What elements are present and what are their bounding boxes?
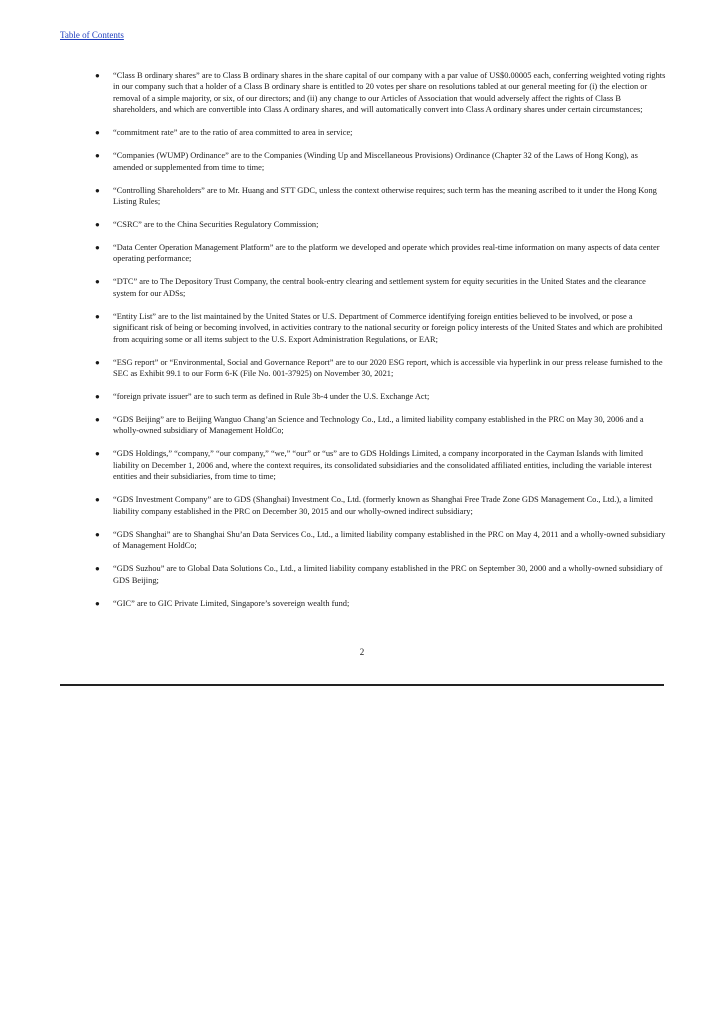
definition-text: “Companies (WUMP) Ordinance” are to the Companies (Winding Up and Miscellaneous Provisions) Ordinance (Chapter 32 of the Laws of Hong Kong), as amended or supplemented from time to time; xyxy=(113,151,638,172)
definition-text: “ESG report” or “Environmental, Social and Governance Report” are to our 2020 ESG report, which is accessible via hyperlink in our press release furnished to the SEC as Exhibit 99.1 to our Form 6-K (File No. 001-37925) on November 30, 2021; xyxy=(113,357,663,379)
bullet-icon: ● xyxy=(95,392,100,402)
definition-gds-suzhou xyxy=(95,563,667,586)
bullet-icon: ● xyxy=(95,598,100,608)
definition-gds-beijing xyxy=(95,414,667,437)
definition-text: “Controlling Shareholders” are to Mr. Huang and STT GDC, unless the context otherwise requires; such term has the meaning ascribed to it under the Hong Kong Listing Rules; xyxy=(113,185,657,207)
table-of-contents-link[interactable]: Table of Contents xyxy=(60,30,124,40)
definition-class-b-ordinary-shares xyxy=(95,70,667,116)
definition-text: “GDS Holdings,” “company,” “our company,” “we,” “our” or “us” are to GDS Holdings Limited, a company incorporated in the Cayman Islands with limited liability on December 1, 2006 and, where the context requires, its consolidated subsidiaries and the consolidated affiliated entities, including the variable interest entities and their subsidiaries, from time to time; xyxy=(113,449,652,482)
definition-text: “Class B ordinary shares” are to Class B ordinary shares in the share capital of our company with a par value of US$0.00005 each, conferring weighted voting rights in our company such that a holder of a Class B ordinary share is entitled to 20 votes per share on resolutions tabled at our general meeting for (i) the election or removal of a simple majority, or six, of our directors; and (ii) any change to our Articles of Association that would adversely affect the rights of Class B shareholders, and which are convertible into Class A ordinary shares, and will automatically convert into Class A ordinary shares under certain circumstances; xyxy=(113,71,666,115)
definition-dcom-platform xyxy=(95,242,667,265)
bullet-icon: ● xyxy=(95,529,100,539)
bullet-icon: ● xyxy=(95,311,100,321)
definition-foreign-private-issuer xyxy=(95,391,667,402)
definition-controlling-shareholders xyxy=(95,185,667,208)
bullet-icon: ● xyxy=(95,185,100,195)
definition-text: “foreign private issuer” are to such term as defined in Rule 3b-4 under the U.S. Exchange Act; xyxy=(113,392,430,402)
bullet-icon: ● xyxy=(95,564,100,574)
definition-text: “GDS Suzhou” are to Global Data Solutions Co., Ltd., a limited liability company established in the PRC on September 30, 2000 and a wholly-owned subsidiary of GDS Beijing; xyxy=(113,564,663,585)
bullet-icon: ● xyxy=(95,277,100,287)
definition-commitment-rate xyxy=(95,127,667,138)
bullet-icon: ● xyxy=(95,495,100,505)
footer-divider xyxy=(60,684,664,686)
definition-text: “GIC” are to GIC Private Limited, Singapore’s sovereign wealth fund; xyxy=(113,598,350,608)
definition-entity-list xyxy=(95,311,667,345)
definitions-list xyxy=(95,70,667,621)
definition-companies-wump-ordinance xyxy=(95,150,667,173)
definition-gds-investment-company xyxy=(95,494,667,517)
definition-csrc xyxy=(95,219,667,230)
definition-text: “CSRC” are to the China Securities Regulatory Commission; xyxy=(113,220,319,230)
bullet-icon: ● xyxy=(95,357,100,367)
definition-gds-holdings xyxy=(95,448,667,482)
page-number: 2 xyxy=(359,647,365,657)
definition-dtc xyxy=(95,276,667,299)
definition-esg-report xyxy=(95,357,667,380)
definition-text: “GDS Beijing” are to Beijing Wanguo Chang’an Science and Technology Co., Ltd., a limited liability company established in the PRC on May 30, 2006 and a wholly-owned subsidiary of Management HoldCo; xyxy=(113,415,644,436)
bullet-icon: ● xyxy=(95,128,100,138)
bullet-icon: ● xyxy=(95,71,100,80)
definition-text: “DTC” are to The Depository Trust Company, the central book-entry clearing and settlement system for equity securities in the United States and the clearance system for our ADSs; xyxy=(113,277,646,298)
bullet-icon: ● xyxy=(95,220,100,230)
definition-text: “commitment rate” are to the ratio of area committed to area in service; xyxy=(113,128,353,138)
definition-text: “GDS Investment Company” are to GDS (Shanghai) Investment Co., Ltd. (formerly known as Shanghai Free Trade Zone GDS Management Co., Ltd.), a limited liability company established in the PRC on December 30, 2015 and our wholly-owned indirect subsidiary; xyxy=(113,495,653,516)
definition-gic xyxy=(95,598,667,609)
bullet-icon: ● xyxy=(95,243,100,253)
bullet-icon: ● xyxy=(95,151,100,161)
definition-gds-shanghai xyxy=(95,529,667,552)
definition-text: “Entity List” are to the list maintained by the United States or U.S. Department of Commerce identifying foreign entities believed to be involved, or pose a significant risk of being or becoming involved, in activities contrary to the national security or foreign policy interests of the United States and which are prohibited from acquiring some or all items subject to the U.S. Export Administration Regulations, or EAR; xyxy=(113,311,663,344)
bullet-icon: ● xyxy=(95,415,100,425)
bullet-icon: ● xyxy=(95,449,100,459)
definition-text: “GDS Shanghai” are to Shanghai Shu’an Data Services Co., Ltd., a limited liability company established in the PRC on May 4, 2011 and a wholly-owned subsidiary of Management HoldCo; xyxy=(113,529,666,551)
definition-text: “Data Center Operation Management Platform” are to the platform we developed and operate which provides real-time information on many aspects of data center operating performance; xyxy=(113,243,660,264)
